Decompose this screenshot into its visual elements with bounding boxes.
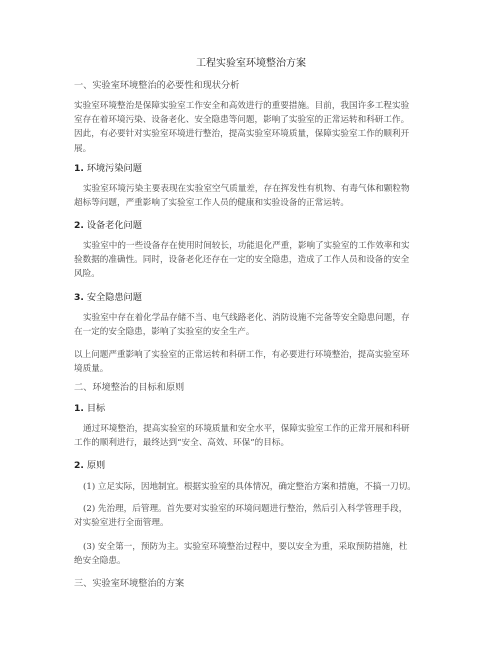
subheading-number: 1. [74,163,84,174]
text-line: 工作的顺利进行，最终达到“安全、高效、环保”的目标。 [74,438,290,449]
text-line: 实验室中的一些设备存在使用时间较长，功能退化严重，影响了实验室的工作效率和实 [83,241,410,251]
text-line: 绝安全隐患。 [74,556,126,567]
text-line: 展。 [74,143,92,154]
section-1-summary [74,348,434,376]
principle-item-3 [74,540,434,568]
paragraph-pollution [74,182,434,210]
text-line: 在一定的安全隐患，影响了实验室的安全生产。 [74,327,255,338]
section-1-intro [74,99,434,156]
text-line: 境质量。 [74,364,109,375]
subheading-principles [74,460,105,472]
principle-item-2 [74,502,434,530]
text-line: 对实验室进行全面管理。 [74,518,169,529]
subheading-text: 目标 [86,403,106,414]
subheading-number: 1. [74,403,84,414]
subheading-text: 环境污染问题 [86,163,142,174]
subheading-equipment-aging [74,220,142,232]
section-3-heading: 三、实验室环境整治的方案 [74,578,185,589]
document-title: 工程实验室环境整治方案 [196,58,306,69]
text-line: 以上问题严重影响了实验室的正常运转和科研工作，有必要进行环境整治，提高实验室环 [74,350,410,360]
text-line: 风险。 [74,269,100,280]
text-line: (2) 先治理，后管理。首先要对实验室的环境问题进行整治，然后引入科学管理手段， [83,504,408,514]
text-line: 通过环境整治，提高实验室的环境质量和安全水平，保障实验室工作的正常开展和科研 [83,424,410,434]
text-line: 室存在着环境污染、设备老化、安全隐患等问题，影响了实验室的正常运转和科研工作。 [74,115,410,126]
text-line: 实验室中存在着化学品存储不当、电气线路老化、消防设施不完备等安全隐患问题，存 [83,313,410,323]
section-2-heading: 二、环境整治的目标和原则 [74,382,185,393]
text-line: 实验室环境污染主要表现在实验室空气质量差，存在挥发性有机物、有毒气体和颗粒物 [83,184,410,194]
text-line: 实验室环境整治是保障实验室工作安全和高效进行的重要措施。目前，我国许多工程实验 [74,101,410,111]
subheading-text: 安全隐患问题 [86,292,142,303]
subheading-safety-hazards [74,292,142,304]
subheading-number: 2. [74,460,84,471]
subheading-number: 2. [74,220,84,231]
text-line: 超标等问题，严重影响了实验室工作人员的健康和实验设备的正常运转。 [74,198,350,209]
paragraph-goal [74,422,434,450]
text-line: 验数据的准确性。同时，设备老化还存在一定的安全隐患，造成了工作人员和设备的安全 [74,255,410,266]
text-line: (3) 安全第一，预防为主。实验室环境整治过程中，要以安全为重，采取预防措施，杜 [83,542,408,552]
subheading-number: 3. [74,292,84,303]
principle-item-1 [74,480,434,494]
paragraph-safety-hazards [74,311,434,339]
subheading-text: 设备老化问题 [86,220,142,231]
text-line: (1) 立足实际，因地制宜。根据实验室的具体情况，确定整治方案和措施，不搞一刀切。 [83,482,416,492]
paragraph-equipment-aging [74,239,434,282]
subheading-goal [74,403,105,415]
text-line: 因此，有必要针对实验室环境进行整治，提高实验室环境质量，保障实验室工作的顺利开 [74,129,410,140]
section-1-heading: 一、实验室环境整治的必要性和现状分析 [74,80,240,91]
subheading-text: 原则 [86,460,106,471]
subheading-pollution [74,163,142,175]
